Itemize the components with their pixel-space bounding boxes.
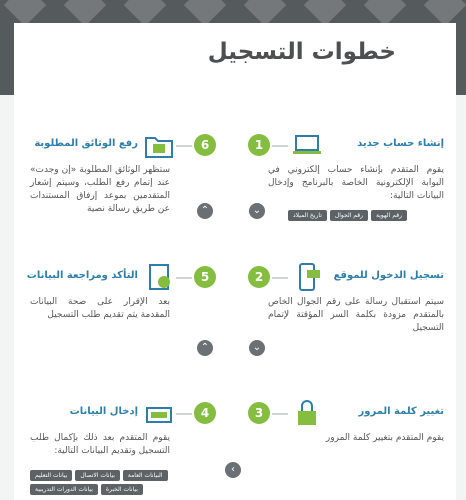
step-title: التأكد ومراجعة البيانات: [26, 270, 138, 281]
field-tag: رقم الهوية: [371, 210, 407, 221]
step-2: [238, 262, 448, 362]
step-6: [20, 130, 230, 240]
title-box: [14, 23, 456, 85]
chevron-down-icon: ⌄: [249, 340, 265, 356]
folder-upload-icon: [144, 130, 174, 160]
step-description: يقوم المتقدم بتغيير كلمة المرور: [325, 433, 444, 443]
step-title: رفع الوثائق المطلوبة: [34, 138, 138, 149]
field-tag: رقم الجوال: [330, 210, 368, 221]
divider-line: [272, 145, 288, 147]
fields-list: [30, 470, 170, 495]
phone-icon: [292, 262, 322, 292]
laptop-icon: [292, 130, 322, 160]
step-title: إدخال البيانات: [69, 406, 138, 417]
divider-line: [176, 413, 192, 415]
step-description: ستظهر الوثائق المطلوبة «إن وجدت» عند إتمام رفع الطلب، وسيتم إشعار المتقدمين بموعد إرفاق المستندات عن طريق رسالة نصية: [30, 165, 170, 214]
step-number-badge: 3: [248, 402, 270, 424]
step-4: [20, 398, 230, 498]
chevron-up-icon: ⌃: [197, 340, 213, 356]
step-number-badge: 6: [194, 134, 216, 156]
field-tag: بيانات التعليم: [30, 470, 72, 481]
step-3: [238, 398, 448, 478]
field-tag: بيانات الدورات التدريبية: [30, 484, 98, 495]
step-description: يقوم المتقدم بعد ذلك بإكمال طلب التسجيل وتقديم البيانات التالية:: [30, 433, 170, 456]
step-number-badge: 4: [194, 402, 216, 424]
field-tag: البيانات العامة: [123, 470, 168, 481]
step-title: تسجيل الدخول للموقع: [333, 270, 444, 281]
step-1: [238, 130, 448, 240]
field-tag: تاريخ الميلاد: [288, 210, 327, 221]
fields-list: [288, 210, 444, 221]
divider-line: [272, 277, 288, 279]
keyboard-icon: [144, 398, 174, 428]
page-title: خطوات التسجيل: [207, 39, 396, 65]
step-description: بعد الإقرار على صحة البيانات المقدمة يتم تقديم طلب التسجيل: [30, 297, 170, 320]
document-check-icon: [144, 262, 174, 292]
step-title: تغيير كلمة المرور: [358, 406, 444, 417]
field-tag: بيانات الخبرة: [101, 484, 143, 495]
step-number-badge: 1: [248, 134, 270, 156]
chevron-left-icon: ‹: [225, 462, 241, 478]
divider-line: [176, 145, 192, 147]
step-title: إنشاء حساب جديد: [357, 138, 444, 149]
divider-line: [272, 413, 288, 415]
chevron-down-icon: ⌄: [249, 203, 265, 219]
step-description: يقوم المتقدم بإنشاء حساب إلكتروني في البوابة الإلكترونية الخاصة بالبرنامج وإدخال البيانات التالية:: [268, 165, 444, 201]
divider-line: [176, 277, 192, 279]
lock-icon: [292, 398, 322, 428]
step-number-badge: 5: [194, 266, 216, 288]
chevron-up-icon: ⌃: [197, 203, 213, 219]
field-tag: بيانات الاتصال: [75, 470, 120, 481]
step-number-badge: 2: [248, 266, 270, 288]
header-banner: [0, 0, 466, 95]
step-description: سيتم استقبال رسالة على رقم الجوال الخاص بالمتقدم مزودة بكلمة السر المؤقتة لإتمام التسجيل: [268, 297, 444, 333]
